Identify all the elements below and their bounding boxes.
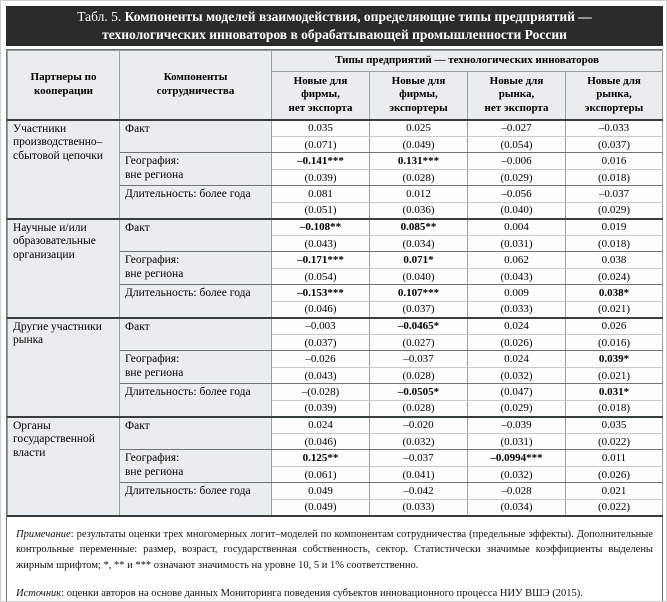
- stderror-cell: (0.026): [468, 335, 566, 351]
- stderror-cell: (0.037): [566, 137, 663, 153]
- stderror-cell: (0.039): [272, 401, 370, 417]
- component-cell: Факт: [120, 417, 272, 450]
- stderror-cell: (0.021): [566, 368, 663, 384]
- stderror-cell: (0.036): [370, 203, 468, 219]
- value-cell: 0.024: [468, 351, 566, 368]
- value-cell: –0.039: [468, 417, 566, 434]
- component-cell: Длительность: более года: [120, 285, 272, 318]
- value-cell: 0.085**: [370, 219, 468, 236]
- stderror-cell: (0.028): [370, 170, 468, 186]
- stderror-cell: (0.037): [370, 302, 468, 318]
- value-cell: 0.011: [566, 450, 663, 467]
- stderror-cell: (0.039): [272, 170, 370, 186]
- value-cell: –0.033: [566, 120, 663, 137]
- value-cell: –0.037: [370, 351, 468, 368]
- component-cell: География: вне региона: [120, 450, 272, 483]
- value-cell: –0.006: [468, 153, 566, 170]
- value-cell: 0.131***: [370, 153, 468, 170]
- value-cell: (0.047): [468, 384, 566, 401]
- stderror-cell: (0.033): [468, 302, 566, 318]
- component-cell: География: вне региона: [120, 351, 272, 384]
- stderror-cell: (0.046): [272, 434, 370, 450]
- stderror-cell: (0.018): [566, 236, 663, 252]
- value-cell: –0.153***: [272, 285, 370, 302]
- value-cell: 0.012: [370, 186, 468, 203]
- partner-cell-1: Участники производственно– сбытовой цепочки: [8, 120, 120, 219]
- stderror-cell: (0.029): [468, 401, 566, 417]
- note-primechanie: [16, 527, 653, 574]
- value-cell: 0.038: [566, 252, 663, 269]
- value-cell: –0.037: [370, 450, 468, 467]
- table-title-text: Компоненты моделей взаимодействия, определяющие типы предприятий —: [124, 8, 592, 24]
- value-cell: –0.0994***: [468, 450, 566, 467]
- value-cell: –0.026: [272, 351, 370, 368]
- stderror-cell: (0.051): [272, 203, 370, 219]
- value-cell: 0.019: [566, 219, 663, 236]
- header-type-4: Новые для рынка, экспортеры: [566, 72, 663, 120]
- component-cell: Факт: [120, 120, 272, 153]
- notes-section: [7, 517, 662, 602]
- value-cell: 0.062: [468, 252, 566, 269]
- stderror-cell: (0.028): [370, 368, 468, 384]
- header-partners: Партнеры по кооперации: [8, 51, 120, 120]
- value-cell: 0.071*: [370, 252, 468, 269]
- value-row: [8, 120, 663, 137]
- component-cell: География: вне региона: [120, 153, 272, 186]
- value-cell: –0.003: [272, 318, 370, 335]
- stderror-cell: (0.029): [566, 203, 663, 219]
- value-cell: 0.024: [468, 318, 566, 335]
- stderror-cell: (0.061): [272, 467, 370, 483]
- stderror-cell: (0.018): [566, 170, 663, 186]
- component-cell: Длительность: более года: [120, 186, 272, 219]
- value-cell: –0.108**: [272, 219, 370, 236]
- stderror-cell: (0.032): [468, 467, 566, 483]
- value-cell: 0.081: [272, 186, 370, 203]
- stderror-cell: (0.031): [468, 434, 566, 450]
- value-cell: –0.141***: [272, 153, 370, 170]
- header-components: Компоненты сотрудничества: [120, 51, 272, 120]
- header-type-1: Новые для фирмы, нет экспорта: [272, 72, 370, 120]
- stderror-cell: (0.021): [566, 302, 663, 318]
- stderror-cell: (0.022): [566, 434, 663, 450]
- header-type-3: Новые для рынка, нет экспорта: [468, 72, 566, 120]
- component-cell: Длительность: более года: [120, 483, 272, 516]
- stderror-cell: (0.034): [370, 236, 468, 252]
- value-cell: 0.016: [566, 153, 663, 170]
- stderror-cell: (0.037): [272, 335, 370, 351]
- stderror-cell: (0.043): [468, 269, 566, 285]
- stderror-cell: (0.043): [272, 368, 370, 384]
- value-cell: –0.056: [468, 186, 566, 203]
- stderror-cell: (0.022): [566, 500, 663, 516]
- stderror-cell: (0.041): [370, 467, 468, 483]
- value-cell: –0.042: [370, 483, 468, 500]
- partner-cell-3: Другие участники рынка: [8, 318, 120, 417]
- value-cell: 0.009: [468, 285, 566, 302]
- stderror-cell: (0.024): [566, 269, 663, 285]
- note-primechanie-text: : результаты оценки трех многомерных логит–моделей по компонентам сотрудничества (предельные эффекты). Дополнительные контрольные переменные: размер, возраст, государственная собственность, сектор. Статистически значимые коэффициенты выделены жирным шрифтом; *, ** и *** означают значимость на уровне 10, 5 и 1% соответственно.: [16, 528, 653, 571]
- value-cell: 0.031*: [566, 384, 663, 401]
- header-types-span: Типы предприятий — технологических инноваторов: [272, 51, 663, 72]
- stderror-cell: (0.033): [370, 500, 468, 516]
- component-cell: Факт: [120, 219, 272, 252]
- stderror-cell: (0.032): [468, 368, 566, 384]
- stderror-cell: (0.032): [370, 434, 468, 450]
- stderror-cell: (0.018): [566, 401, 663, 417]
- stderror-cell: (0.031): [468, 236, 566, 252]
- stderror-cell: (0.040): [468, 203, 566, 219]
- table-frame: [6, 49, 663, 602]
- table-title-bar: [6, 6, 663, 46]
- stderror-cell: (0.046): [272, 302, 370, 318]
- component-cell: Длительность: более года: [120, 384, 272, 417]
- value-cell: –0.0465*: [370, 318, 468, 335]
- value-cell: 0.038*: [566, 285, 663, 302]
- value-cell: 0.024: [272, 417, 370, 434]
- value-cell: –0.028: [468, 483, 566, 500]
- partner-cell-2: Научные и/или образовательные организации: [8, 219, 120, 318]
- note-istochnik-text: : оценки авторов на основе данных Мониторинга поведения субъектов инновационного процесса НИУ ВШЭ (2015).: [61, 587, 583, 599]
- table-number: Табл. 5.: [77, 8, 122, 24]
- value-cell: 0.049: [272, 483, 370, 500]
- stderror-cell: (0.043): [272, 236, 370, 252]
- value-cell: –0.027: [468, 120, 566, 137]
- component-cell: География: вне региона: [120, 252, 272, 285]
- value-row: [8, 219, 663, 236]
- stderror-cell: (0.040): [370, 269, 468, 285]
- partner-cell-4: Органы государственной власти: [8, 417, 120, 516]
- value-cell: 0.035: [566, 417, 663, 434]
- stderror-cell: (0.028): [370, 401, 468, 417]
- note-istochnik: [16, 586, 653, 602]
- table-body: [8, 120, 663, 516]
- table-title-line1: [77, 8, 592, 26]
- value-cell: –0.0505*: [370, 384, 468, 401]
- component-cell: Факт: [120, 318, 272, 351]
- header-type-2: Новые для фирмы, экспортеры: [370, 72, 468, 120]
- value-cell: 0.021: [566, 483, 663, 500]
- value-row: [8, 318, 663, 335]
- value-cell: 0.026: [566, 318, 663, 335]
- value-cell: –0.020: [370, 417, 468, 434]
- stderror-cell: (0.054): [468, 137, 566, 153]
- value-cell: 0.025: [370, 120, 468, 137]
- stderror-cell: (0.034): [468, 500, 566, 516]
- value-cell: 0.107***: [370, 285, 468, 302]
- stderror-cell: (0.029): [468, 170, 566, 186]
- value-cell: 0.125**: [272, 450, 370, 467]
- data-table: [7, 50, 663, 517]
- stderror-cell: (0.071): [272, 137, 370, 153]
- note-istochnik-label: Источник: [16, 587, 62, 599]
- value-cell: –0.171***: [272, 252, 370, 269]
- stderror-cell: (0.049): [272, 500, 370, 516]
- table-title-line2: технологических инноваторов в обрабатывающей промышленности России: [102, 27, 567, 42]
- value-cell: 0.004: [468, 219, 566, 236]
- note-primechanie-label: Примечание: [16, 528, 71, 540]
- stderror-cell: (0.026): [566, 467, 663, 483]
- value-cell: 0.035: [272, 120, 370, 137]
- stderror-cell: (0.049): [370, 137, 468, 153]
- value-row: [8, 417, 663, 434]
- table-header: [8, 51, 663, 120]
- value-cell: –0.037: [566, 186, 663, 203]
- stderror-cell: (0.016): [566, 335, 663, 351]
- stderror-cell: (0.054): [272, 269, 370, 285]
- value-cell: –(0.028): [272, 384, 370, 401]
- stderror-cell: (0.027): [370, 335, 468, 351]
- value-cell: 0.039*: [566, 351, 663, 368]
